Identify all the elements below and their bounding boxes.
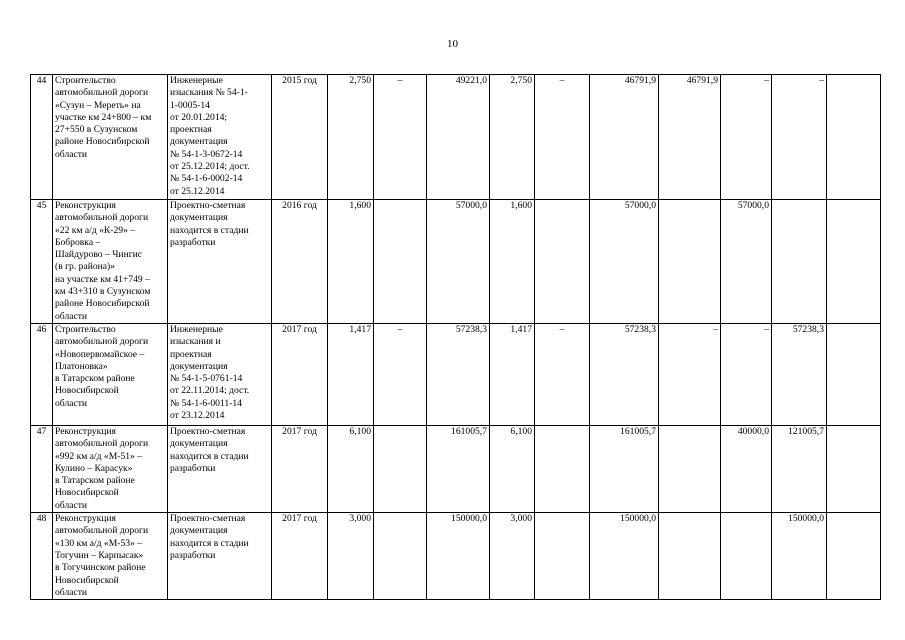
project-name-cell	[53, 425, 168, 512]
documentation-line: изыскания № 54-1-	[170, 87, 248, 99]
project-name-line: участке км 24+800 – км	[55, 111, 152, 123]
cost-cell	[827, 513, 881, 600]
project-name-line: в Татарском районе	[55, 373, 135, 385]
cost-cell: 46791,9	[659, 75, 721, 200]
cost-cell: 57000,0	[721, 200, 772, 324]
project-name-line: Новосибирской	[55, 385, 119, 397]
project-name-line: «Сузун – Мереть» на	[55, 99, 141, 111]
project-name-line: Новосибирской	[55, 487, 119, 499]
project-name-line: Шайдурово – Чингис	[55, 249, 143, 261]
value-cell	[535, 200, 590, 324]
table-row	[31, 75, 881, 200]
documentation-cell	[168, 75, 272, 200]
value-cell: –	[374, 323, 427, 425]
documentation-line: Проектно-сметная	[170, 425, 246, 437]
value-cell	[535, 425, 590, 512]
project-name-line: Реконструкция	[55, 425, 116, 437]
documentation-line: документация	[170, 136, 228, 148]
length-cell: 3,000	[328, 513, 374, 600]
project-name-line: Реконструкция	[55, 200, 116, 211]
value-cell	[374, 425, 427, 512]
value-cell	[374, 513, 427, 600]
documentation-line: от 22.11.2014; дост.	[170, 385, 250, 397]
project-name-cell	[53, 323, 168, 425]
table-row	[31, 425, 881, 512]
project-name-line: «22 км а/д «К-29» –	[55, 224, 136, 236]
documentation-line: № 54-1-5-0761-14	[170, 373, 243, 385]
project-name-line: области	[55, 397, 88, 409]
project-name-line: «992 км а/д «М-51» –	[55, 450, 143, 462]
length-cell: 2,750	[490, 75, 535, 200]
table-row	[31, 513, 881, 600]
cost-cell	[772, 200, 827, 324]
cost-cell	[659, 513, 721, 600]
project-name-line: «130 км а/д «М-53» –	[55, 537, 143, 549]
cost-cell	[659, 425, 721, 512]
length-cell: 6,100	[490, 425, 535, 512]
project-name-line: Реконструкция	[55, 513, 116, 525]
documentation-line: Инженерные	[170, 323, 223, 335]
documentation-cell	[168, 323, 272, 425]
project-name-line: (в гр. района)»	[55, 261, 116, 273]
row-number-cell: 46	[31, 323, 53, 425]
project-name-cell	[53, 513, 168, 600]
project-name-line: районе Новосибирской	[55, 298, 150, 310]
cost-cell: 57238,3	[590, 323, 659, 425]
documentation-line: проектная	[170, 124, 212, 136]
cost-cell: 46791,9	[590, 75, 659, 200]
project-name-line: Строительство	[55, 75, 116, 86]
documentation-line: от 20.01.2014;	[170, 111, 228, 123]
documentation-line: проектная	[170, 348, 212, 360]
length-cell: 1,417	[490, 323, 535, 425]
cost-cell	[721, 513, 772, 600]
project-name-line: в Татарском районе	[55, 475, 135, 487]
documentation-line: документация	[170, 438, 228, 450]
project-name-line: области	[55, 499, 88, 511]
project-name-cell	[53, 75, 168, 200]
documentation-line: № 54-1-6-0011-14	[170, 397, 242, 409]
project-name-line: автомобильной дороги	[55, 438, 149, 450]
length-cell: 3,000	[490, 513, 535, 600]
documentation-line: разработки	[170, 236, 216, 248]
documentation-line: документация	[170, 360, 228, 372]
documentation-line: № 54-1-3-0672-14	[170, 148, 243, 160]
row-number-cell: 45	[31, 200, 53, 324]
project-name-line: области	[55, 586, 88, 598]
row-number-cell: 44	[31, 75, 53, 200]
cost-cell	[827, 425, 881, 512]
project-name-line: Кулино – Карасук»	[55, 462, 133, 474]
table-row	[31, 323, 881, 425]
documentation-cell	[168, 425, 272, 512]
documentation-line: Проектно-сметная	[170, 513, 246, 525]
value-cell: –	[535, 75, 590, 200]
documentation-cell	[168, 513, 272, 600]
year-cell: 2016 год	[272, 200, 328, 324]
documentation-line: от 23.12.2014	[170, 410, 225, 422]
length-cell: 6,100	[328, 425, 374, 512]
documentation-line: разработки	[170, 549, 216, 561]
page-number: 10	[447, 38, 458, 50]
length-cell: 1,600	[490, 200, 535, 324]
value-cell	[535, 513, 590, 600]
documentation-cell	[168, 200, 272, 324]
documentation-line: от 25.12.2014	[170, 185, 225, 197]
cost-cell: 40000,0	[721, 425, 772, 512]
length-cell: 2,750	[328, 75, 374, 200]
documentation-line: документация	[170, 525, 228, 537]
documentation-line: 1-0005-14	[170, 99, 210, 111]
documentation-line: от 25.12.2014; дост.	[170, 161, 250, 173]
project-name-cell	[53, 200, 168, 324]
road-projects-table	[30, 74, 881, 600]
value-cell	[374, 200, 427, 324]
length-cell: 1,600	[328, 200, 374, 324]
project-name-line: «Новопервомайское –	[55, 348, 145, 360]
project-name-line: 27+550 в Сузунском	[55, 124, 138, 136]
documentation-line: находится в стадии	[170, 450, 249, 462]
documentation-line: находится в стадии	[170, 224, 249, 236]
year-cell: 2017 год	[272, 513, 328, 600]
documentation-line: Инженерные	[170, 75, 223, 86]
documentation-line: Проектно-сметная	[170, 200, 246, 211]
value-cell: –	[535, 323, 590, 425]
project-name-line: на участке км 41+749 –	[55, 273, 150, 285]
cost-cell	[827, 75, 881, 200]
row-number-cell: 47	[31, 425, 53, 512]
documentation-line: № 54-1-6-0002-14	[170, 173, 243, 185]
cost-cell: –	[772, 75, 827, 200]
project-name-line: Строительство	[55, 323, 116, 335]
cost-cell: –	[659, 323, 721, 425]
documentation-line: разработки	[170, 462, 216, 474]
table-body	[31, 75, 881, 600]
cost-cell: 121005,7	[772, 425, 827, 512]
project-name-line: автомобильной дороги	[55, 525, 149, 537]
project-name-line: области	[55, 148, 88, 160]
cost-cell: 150000,0	[590, 513, 659, 600]
cost-cell: 150000,0	[772, 513, 827, 600]
cost-cell: 57000,0	[427, 200, 490, 324]
year-cell: 2015 год	[272, 75, 328, 200]
project-name-line: автомобильной дороги	[55, 212, 149, 224]
value-cell: –	[374, 75, 427, 200]
documentation-line: изыскания и	[170, 336, 221, 348]
table-row	[31, 200, 881, 324]
project-name-line: Бобровка –	[55, 236, 101, 248]
project-name-line: в Тогучинском районе	[55, 562, 146, 574]
project-name-line: области	[55, 310, 88, 322]
length-cell: 1,417	[328, 323, 374, 425]
cost-cell: 57238,3	[772, 323, 827, 425]
project-name-line: Тогучин – Карпысак»	[55, 549, 144, 561]
project-name-line: км 43+310 в Сузунском	[55, 286, 151, 298]
documentation-line: документация	[170, 212, 228, 224]
project-name-line: Новосибирской	[55, 574, 119, 586]
documentation-line: находится в стадии	[170, 537, 249, 549]
project-name-line: автомобильной дороги	[55, 87, 149, 99]
project-name-line: автомобильной дороги	[55, 336, 149, 348]
year-cell: 2017 год	[272, 323, 328, 425]
project-name-line: районе Новосибирской	[55, 136, 150, 148]
cost-cell: 57000,0	[590, 200, 659, 324]
row-number-cell: 48	[31, 513, 53, 600]
cost-cell	[827, 323, 881, 425]
project-name-line: Платоновка»	[55, 360, 108, 372]
cost-cell: 161005,7	[427, 425, 490, 512]
cost-cell: –	[721, 75, 772, 200]
cost-cell	[659, 200, 721, 324]
cost-cell: 150000,0	[427, 513, 490, 600]
cost-cell	[827, 200, 881, 324]
cost-cell: –	[721, 323, 772, 425]
cost-cell: 49221,0	[427, 75, 490, 200]
cost-cell: 161005,7	[590, 425, 659, 512]
year-cell: 2017 год	[272, 425, 328, 512]
cost-cell: 57238,3	[427, 323, 490, 425]
